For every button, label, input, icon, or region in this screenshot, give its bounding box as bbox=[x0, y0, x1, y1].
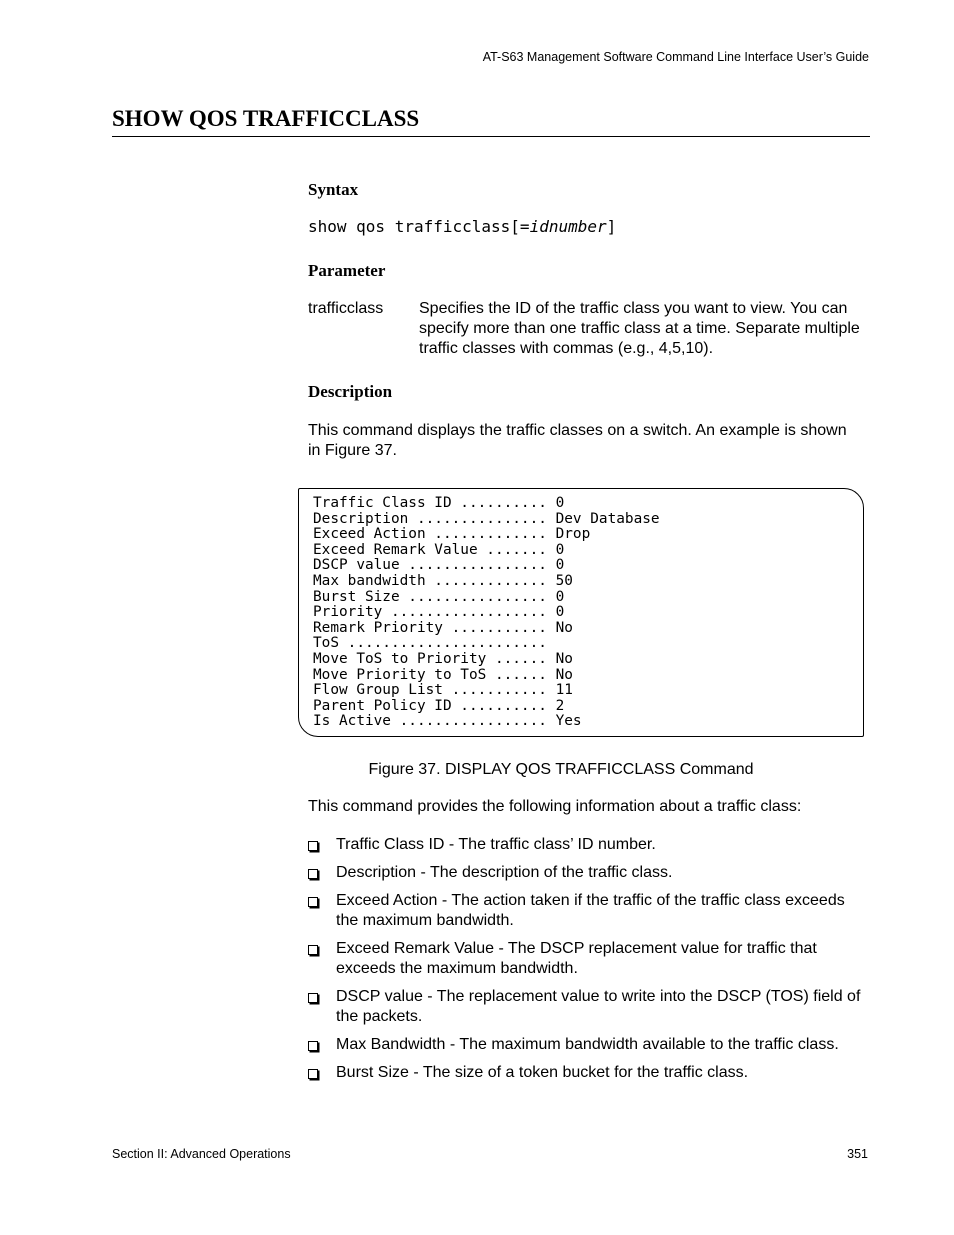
syntax-command bbox=[308, 217, 616, 236]
figure-line: DSCP value ................ 0 bbox=[313, 557, 565, 574]
footer-section: Section II: Advanced Operations bbox=[112, 1147, 291, 1161]
description-heading: Description bbox=[308, 382, 393, 401]
figure-output bbox=[313, 496, 660, 730]
syntax-command-text: show qos trafficclass[= bbox=[308, 217, 530, 236]
figure-line: Max bandwidth ............. 50 bbox=[313, 572, 573, 589]
list-item bbox=[308, 891, 868, 931]
info-bullet-list bbox=[308, 835, 868, 1091]
syntax-heading: Syntax bbox=[308, 180, 359, 199]
list-item bbox=[308, 1063, 868, 1083]
description-text: This command displays the traffic classes on a switch. An example is shown in Figure 37. bbox=[308, 422, 847, 459]
figure-line: Traffic Class ID .......... 0 bbox=[313, 495, 565, 511]
checkbox-bullet-icon bbox=[308, 945, 318, 955]
syntax-close: ] bbox=[606, 217, 617, 236]
figure-line: Remark Priority ........... No bbox=[313, 619, 573, 636]
list-item bbox=[308, 835, 868, 855]
list-item bbox=[308, 1035, 868, 1055]
figure-line: Parent Policy ID .......... 2 bbox=[313, 697, 565, 714]
figure-caption: Figure 37. DISPLAY QOS TRAFFICCLASS Command bbox=[368, 761, 754, 778]
checkbox-bullet-icon bbox=[308, 841, 318, 851]
figure-line: Description ............... Dev Database bbox=[313, 510, 660, 527]
list-item-text: DSCP value - The replacement value to write into the DSCP (TOS) field of the packets. bbox=[336, 988, 861, 1025]
page-title: SHOW QOS TRAFFICCLASS bbox=[112, 106, 870, 137]
list-item bbox=[308, 939, 868, 979]
figure-line: Burst Size ................ 0 bbox=[313, 588, 565, 605]
syntax-argument: idnumber bbox=[529, 217, 607, 236]
figure-line: Exceed Remark Value ....... 0 bbox=[313, 541, 565, 558]
figure-line: Move ToS to Priority ...... No bbox=[313, 650, 573, 667]
checkbox-bullet-icon bbox=[308, 869, 318, 879]
checkbox-bullet-icon bbox=[308, 1041, 318, 1051]
figure-line: ToS ....................... bbox=[313, 635, 547, 652]
figure-line: Exceed Action ............. Drop bbox=[313, 526, 591, 543]
list-item-text: Description - The description of the traffic class. bbox=[336, 864, 673, 881]
figure-line: Move Priority to ToS ...... No bbox=[313, 666, 573, 683]
list-item-text: Exceed Action - The action taken if the traffic of the traffic class exceeds the maximum bandwidth. bbox=[336, 892, 845, 929]
parameter-name: trafficclass bbox=[308, 300, 384, 317]
checkbox-bullet-icon bbox=[308, 1069, 318, 1079]
list-item-text: Traffic Class ID - The traffic class’ ID number. bbox=[336, 836, 656, 853]
figure-line: Is Active ................. Yes bbox=[313, 713, 582, 730]
info-intro: This command provides the following information about a traffic class: bbox=[308, 798, 802, 815]
figure-line: Priority .................. 0 bbox=[313, 604, 565, 621]
checkbox-bullet-icon bbox=[308, 897, 318, 907]
list-item-text: Burst Size - The size of a token bucket for the traffic class. bbox=[336, 1064, 749, 1081]
footer-page-number: 351 bbox=[847, 1147, 868, 1161]
list-item bbox=[308, 863, 868, 883]
list-item-text: Exceed Remark Value - The DSCP replacement value for traffic that exceeds the maximum bandwidth. bbox=[336, 940, 817, 977]
list-item-text: Max Bandwidth - The maximum bandwidth available to the traffic class. bbox=[336, 1036, 839, 1053]
running-header: AT-S63 Management Software Command Line Interface User’s Guide bbox=[482, 50, 869, 64]
parameter-description: Specifies the ID of the traffic class you want to view. You can specify more than one traffic class at a time. Separate multiple traffic classes with commas (e.g., 4,5,10). bbox=[419, 300, 860, 357]
list-item bbox=[308, 987, 868, 1027]
checkbox-bullet-icon bbox=[308, 993, 318, 1003]
parameter-heading: Parameter bbox=[308, 261, 386, 280]
figure-line: Flow Group List ........... 11 bbox=[313, 682, 573, 699]
